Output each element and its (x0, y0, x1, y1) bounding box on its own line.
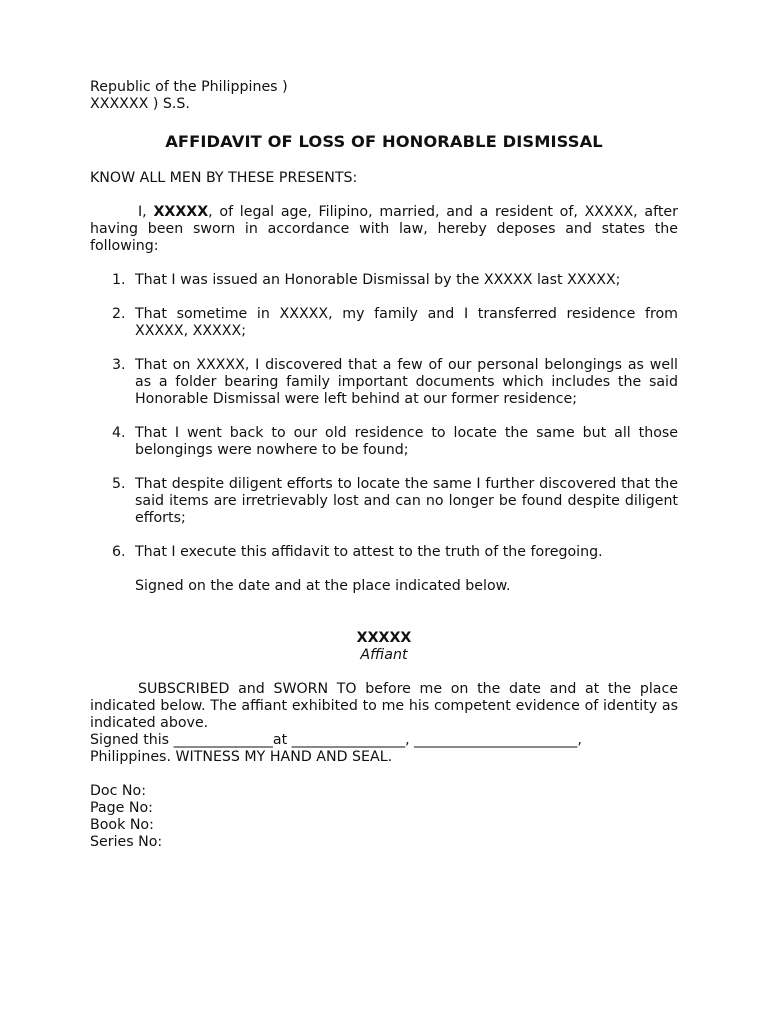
list-item (90, 357, 678, 408)
item-number: 2. (112, 306, 126, 322)
signed-this-line: Signed this ______________at ________________, _______________________, (90, 732, 582, 748)
affiant-signature-block (90, 630, 678, 664)
jurat-paragraph: SUBSCRIBED and SWORN TO before me on the date and at the place indicated below. The affiant exhibited to me his competent evidence of identity as indicated above. (90, 681, 678, 731)
item-text: That despite diligent efforts to locate the same I further discovered that the said items are irretrievably lost and can no longer be found despite diligent efforts; (135, 476, 678, 526)
venue-block (90, 79, 678, 113)
venue-republic: Republic of the Philippines ) (90, 79, 288, 95)
series-no: Series No: (90, 834, 163, 850)
item-text: That sometime in XXXXX, my family and I transferred residence from XXXXX, XXXXX; (135, 306, 678, 339)
intro-paragraph (90, 204, 678, 255)
list-item (90, 544, 678, 561)
affiant-name: XXXXX (356, 630, 412, 646)
affiant-label: Affiant (360, 647, 408, 663)
list-item (90, 306, 678, 340)
item-number: 1. (112, 272, 126, 288)
item-text: That I was issued an Honorable Dismissal by the XXXXX last XXXXX; (135, 272, 621, 288)
intro-rest: , of legal age, Filipino, married, and a resident of, XXXXX, after having been sworn in accordance with law, hereby deposes and states the following: (90, 204, 678, 254)
book-no: Book No: (90, 817, 154, 833)
intro-prefix: I, (138, 204, 154, 220)
venue-ss: XXXXXX ) S.S. (90, 96, 190, 112)
know-all-men: KNOW ALL MEN BY THESE PRESENTS: (90, 170, 358, 186)
notarial-register-block (90, 783, 678, 851)
page-no: Page No: (90, 800, 153, 816)
document-title: AFFIDAVIT OF LOSS OF HONORABLE DISMISSAL (165, 132, 603, 151)
item-number: 6. (112, 544, 126, 560)
list-item (90, 425, 678, 459)
list-item (90, 272, 678, 289)
item-number: 3. (112, 357, 126, 373)
affiant-name-inline: XXXXX (153, 204, 209, 220)
witness-line: Philippines. WITNESS MY HAND AND SEAL. (90, 749, 393, 765)
item-text: That on XXXXX, I discovered that a few of our personal belongings as well as a folder bearing family important documents which includes the said Honorable Dismissal were left behind at our former residence; (135, 357, 678, 407)
signed-note: Signed on the date and at the place indicated below. (135, 578, 511, 594)
list-item (90, 476, 678, 527)
doc-no: Doc No: (90, 783, 146, 799)
item-text: That I went back to our old residence to locate the same but all those belongings were nowhere to be found; (135, 425, 678, 458)
affidavit-document (90, 79, 678, 851)
item-text: That I execute this affidavit to attest to the truth of the foregoing. (135, 544, 603, 560)
item-number: 5. (112, 476, 126, 492)
item-number: 4. (112, 425, 126, 441)
statement-list (90, 272, 678, 561)
